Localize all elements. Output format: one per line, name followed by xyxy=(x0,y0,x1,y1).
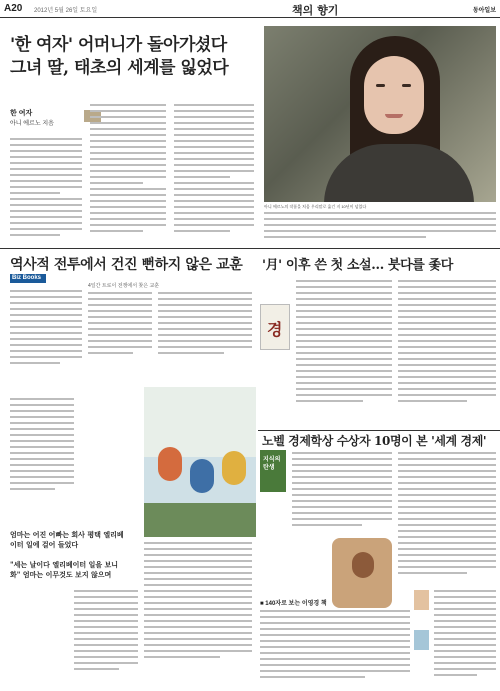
page-header xyxy=(0,0,500,18)
book-cover-kyeong-title: 경 xyxy=(267,320,283,339)
sidebar-right-text xyxy=(434,590,496,686)
article2-text-col3 xyxy=(158,292,252,388)
article3-headline: '月' 이후 쓴 첫 소설… 붓다를 좇다 xyxy=(262,258,453,273)
article4-headline: 노벨 경제학상 수상자 10명이 본 '세계 경제' xyxy=(262,434,487,448)
children-illustration xyxy=(144,387,256,537)
author-portrait-photo xyxy=(264,26,496,202)
article3-text-col1 xyxy=(296,280,392,428)
lead-headline-line2: 그녀 딸, 태초의 세계를 잃었다 xyxy=(10,58,229,78)
lead-text-col3 xyxy=(174,104,254,244)
issue-date: 2012년 5월 26일 토요일 xyxy=(34,8,98,14)
thumb-book-1 xyxy=(414,590,429,610)
newspaper-name: 동아일보 xyxy=(472,8,496,14)
lead-headline xyxy=(10,34,240,80)
book-cover-knowledge-title: 지식의 탄생 xyxy=(263,457,281,471)
thumb-book-2 xyxy=(414,630,429,650)
lead-byline xyxy=(10,108,54,127)
pull-quote-1: 엄마는 어진 어빠는 회사 평택 엘리베이터 일에 걸어 들었다 xyxy=(10,530,124,549)
sidebar-title: ■ 140자로 보는 이영경 책 xyxy=(260,601,327,607)
book-title: 한 여자 xyxy=(10,110,33,117)
article2-headline: 역사적 전투에서 건진 뻔하지 않은 교훈 xyxy=(10,257,243,273)
page-number: A20 xyxy=(4,3,23,14)
pull-quote-2: "세는 날이다 엘리베이터 일을 보니 화" 엄마는 이무것도 보지 않으며 xyxy=(10,560,119,579)
photo-side-text xyxy=(264,212,496,244)
article2-book-label: 4일간 트로이 전쟁에서 찾은 교훈 xyxy=(88,283,160,289)
section-title: 책의 향기 xyxy=(292,4,339,17)
section-divider xyxy=(0,248,500,249)
book-cover-kyeong xyxy=(260,304,290,350)
article2-text-col5 xyxy=(74,590,138,684)
article2-text-col6 xyxy=(144,542,252,682)
article2-text-col2 xyxy=(88,292,152,390)
article4-text-col2 xyxy=(398,452,496,586)
lead-text-col2 xyxy=(90,104,166,244)
article4-text-col1 xyxy=(292,452,392,534)
lead-headline-line1: '한 여자' 어머니가 돌아가셨다 xyxy=(10,35,227,55)
biz-books-badge xyxy=(10,274,46,283)
article3-text-col2 xyxy=(398,280,496,428)
photo-caption: 아니 에르노의 작품을 처음 우리말로 옮긴 지 10년이 넘었다 xyxy=(264,204,367,209)
book-cover-knowledge xyxy=(260,450,286,492)
sidebar-140 xyxy=(260,598,410,688)
section-divider-right xyxy=(258,430,500,431)
article2-text-col1 xyxy=(10,290,82,390)
book-author: 아니 에르노 지음 xyxy=(10,121,54,127)
lead-text-col1 xyxy=(10,138,82,244)
biz-books-logo: Biz Books xyxy=(12,275,42,281)
